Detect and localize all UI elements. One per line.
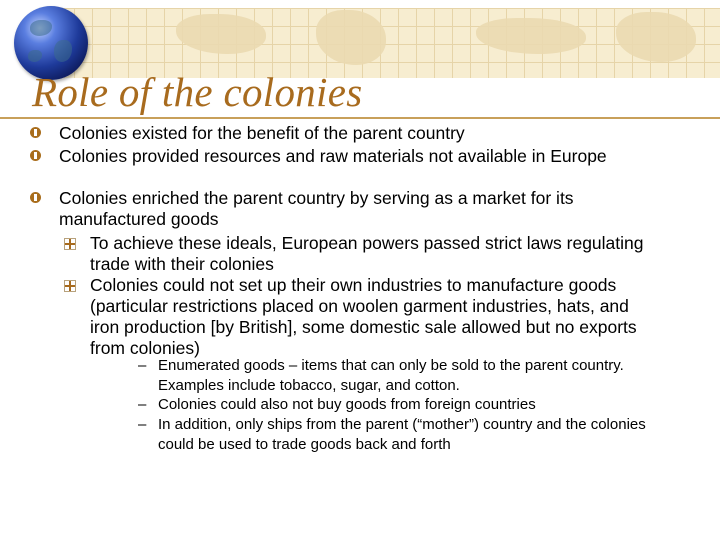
title-divider: [0, 117, 720, 119]
bullet-item: Colonies existed for the benefit of the parent country: [59, 123, 465, 143]
bullet-item: Colonies provided resources and raw materials not available in Europe: [59, 146, 607, 166]
slide-title: Role of the colonies: [32, 69, 363, 115]
sub-sub-bullet-item: In addition, only ships from the parent (“mother”) country and the colonies could be used to trade goods back and forth: [158, 416, 646, 453]
sub-bullet-item: To achieve these ideals, European powers passed strict laws regulating trade with their colonies: [90, 233, 644, 274]
circle-bullet-icon: [30, 127, 41, 138]
dash-marker: –: [138, 357, 147, 374]
sub-sub-bullet-item: Colonies could also not buy goods from foreign countries: [158, 396, 536, 413]
circle-bullet-icon: [30, 150, 41, 161]
sub-bullet-item: Colonies could not set up their own industries to manufacture goods (particular restrictions placed on woolen garment industries, hats, and iron production [by British], some domestic sale allowed but no exports from colonies): [90, 275, 637, 358]
dash-marker: –: [138, 416, 147, 433]
bullet-item: Colonies enriched the parent country by serving as a market for its manufactured goods: [59, 188, 574, 229]
dash-marker: –: [138, 396, 147, 413]
square-plus-bullet-icon: [64, 238, 76, 250]
circle-bullet-icon: [30, 192, 41, 203]
sub-sub-bullet-item: Enumerated goods – items that can only be sold to the parent country. Examples include tobacco, sugar, and cotton.: [158, 357, 624, 394]
square-plus-bullet-icon: [64, 280, 76, 292]
